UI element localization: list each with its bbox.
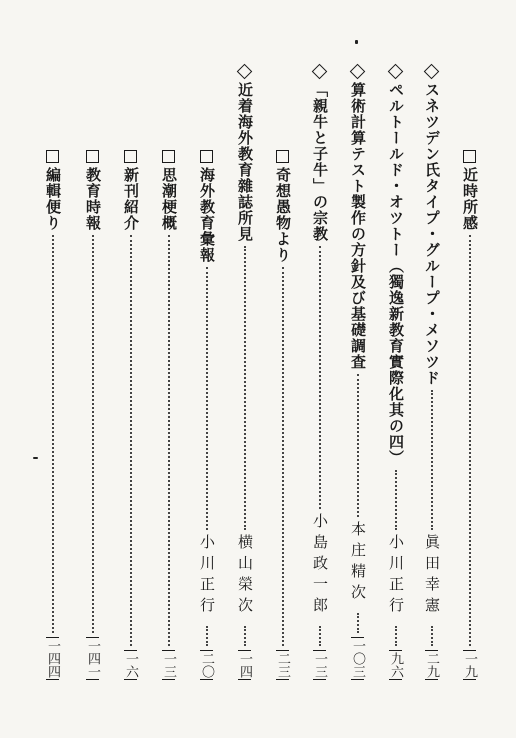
diamond-marker-icon — [351, 64, 365, 78]
toc-title: 教育時報 — [84, 167, 102, 231]
toc-title: スネツデン氏タイプ・グループ・メソツド — [423, 82, 441, 386]
toc-author: 小川正行 — [198, 534, 216, 618]
leader-dots — [319, 626, 321, 646]
leader-dots — [244, 246, 246, 530]
toc-author: 本庄精次 — [349, 521, 367, 605]
square-marker-icon — [276, 150, 289, 163]
toc-entry-oyaushi[interactable] — [312, 64, 327, 680]
toc-page-number: 一四 — [237, 652, 252, 678]
leader-dots — [395, 626, 397, 646]
toc-page-number: 二九 — [424, 652, 439, 678]
toc-entry-kinchaku[interactable] — [237, 64, 252, 680]
toc-entry-henshu[interactable] — [45, 150, 60, 680]
square-marker-icon — [463, 150, 476, 163]
diamond-marker-icon — [313, 64, 327, 78]
square-marker-icon — [124, 150, 137, 163]
toc-page-number: 一〇三 — [350, 639, 365, 678]
toc-title: ペルトールド・オツトー（獨逸新教育實際化其の四） — [387, 82, 405, 466]
toc-author: 眞田幸憲 — [423, 534, 441, 618]
toc-entry-sanjutsu[interactable] — [350, 64, 365, 680]
toc-author: 横山榮次 — [236, 534, 254, 618]
toc-page-number: 二〇 — [199, 652, 214, 678]
toc-entry-kaigai[interactable] — [199, 150, 214, 680]
toc-page-number: 一六 — [123, 652, 138, 678]
square-marker-icon — [46, 150, 59, 163]
toc-title: 編輯便り — [44, 167, 62, 231]
toc-page-number: 一四一 — [85, 639, 100, 678]
toc-title: 海外教育彙報 — [198, 167, 216, 263]
leader-dots — [357, 613, 359, 633]
leader-dots — [52, 235, 54, 633]
toc-title: 思潮梗概 — [160, 167, 178, 231]
toc-title: 「親牛と子牛」の宗教 — [311, 82, 329, 242]
toc-author: 小島政一郎 — [311, 513, 329, 618]
leader-dots — [395, 470, 397, 530]
toc-title: 近時所感 — [461, 167, 479, 231]
leader-dots — [319, 246, 321, 509]
diamond-marker-icon — [425, 64, 439, 78]
leader-dots — [168, 235, 170, 646]
toc-page-number: 一三 — [312, 652, 327, 678]
square-marker-icon — [200, 150, 213, 163]
toc-title: 近着海外教育雜誌所見 — [236, 82, 254, 242]
square-marker-icon — [162, 150, 175, 163]
toc-page-number: 一四四 — [45, 639, 60, 678]
toc-entry-sneddon[interactable] — [424, 64, 439, 680]
leader-dots — [282, 267, 284, 646]
leader-dots — [244, 626, 246, 646]
toc-entry-shinkan[interactable] — [123, 150, 138, 680]
leader-dots — [357, 374, 359, 517]
leader-dots — [130, 235, 132, 646]
toc-entry-kisou[interactable] — [275, 150, 290, 680]
scan-speck — [33, 457, 38, 459]
toc-page-number: 一三 — [161, 652, 176, 678]
scan-speck — [355, 40, 358, 44]
toc-author: 小川正行 — [387, 534, 405, 618]
toc-title: 算術計算テスト製作の方針及び基礎調査 — [349, 82, 367, 370]
toc-page-number: 二三 — [275, 652, 290, 678]
leader-dots — [469, 235, 471, 646]
toc-page-number: 一九 — [462, 652, 477, 678]
leader-dots — [206, 626, 208, 646]
leader-dots — [431, 626, 433, 646]
toc-page-number: 九六 — [388, 652, 403, 678]
leader-dots — [206, 267, 208, 530]
leader-dots — [92, 235, 94, 633]
toc-title: 新刊紹介 — [122, 167, 140, 231]
toc-entry-kinji-shokan[interactable] — [462, 150, 477, 680]
diamond-marker-icon — [389, 64, 403, 78]
leader-dots — [431, 390, 433, 530]
toc-entry-kyoiku-jiho[interactable] — [85, 150, 100, 680]
diamond-marker-icon — [238, 64, 252, 78]
toc-title: 奇想愚物より — [274, 167, 292, 263]
square-marker-icon — [86, 150, 99, 163]
toc-entry-petersen[interactable] — [388, 64, 403, 680]
toc-entry-shicho[interactable] — [161, 150, 176, 680]
